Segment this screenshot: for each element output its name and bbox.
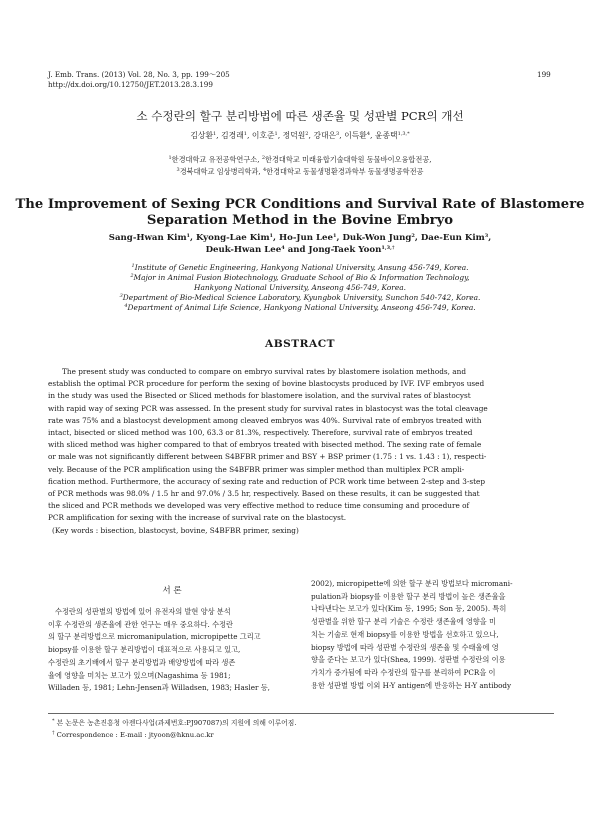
- affiliation-line: $^2$Major in Animal Fusion Biotechnology, Graduate School of Bio & Information Technology,: [130, 273, 470, 282]
- author-name: Deuk-Hwan Lee: [205, 245, 282, 255]
- intro-line: 의 할구 분리방법으로 micromanipulation, micropipette 그리고: [48, 632, 261, 642]
- author-name: Sang-Hwan Kim: [108, 233, 187, 243]
- intro-right-column: [311, 578, 557, 692]
- abstract-line: rate was 75% and a blastocyst development among cleaved embryos was 40%. Survival rate of embryos treated with: [48, 415, 482, 425]
- author-superscript: 1: [243, 131, 247, 137]
- abstract-line: The present study was conducted to compare on embryo survival rates by blastomere isolation methods, and: [62, 367, 466, 376]
- footnotes: [52, 717, 296, 741]
- abstract-line: in the study was used the Bisected or Sliced methods for blastomere isolation, and the survival rates of blastocyst: [48, 391, 471, 401]
- intro-line: 치는 기술로 현재 biopsy를 이용한 방법을 선호하고 있으나,: [311, 629, 499, 639]
- author-name: Kyong-Lae Kim: [196, 233, 270, 243]
- intro-line: pulation과 biopsy를 이용한 할구 분리 방법이 높은 생존율을: [311, 591, 506, 601]
- affiliation-line: $^4$Department of Animal Life Science, Hankyong National University, Anseong 456-749, Korea.: [124, 303, 476, 312]
- page-number: 199: [537, 70, 551, 79]
- author-name: Jong-Taek Yoon: [308, 245, 382, 255]
- korean-author: 김경래: [221, 131, 244, 140]
- author-name: Ho-Jun Lee: [279, 233, 333, 243]
- author-superscript: 1,3,*: [397, 131, 410, 137]
- korean-title: 소 수정란의 할구 분리방법에 따른 생존율 및 성판별 PCR의 개선: [136, 109, 464, 123]
- korean-author: 이득환: [344, 131, 367, 140]
- korean-affiliations: [0, 154, 600, 178]
- author-superscript: 1: [274, 131, 278, 137]
- korean-author: 김상환: [190, 131, 213, 140]
- intro-line: 용한 성판별 방법 이외 H-Y antigen에 반응하는 H-Y antibody: [311, 680, 512, 690]
- affiliation-line: $^3$Department of Bio-Medical Science Laboratory, Kyungbok University, Sunchon 540-742, Korea.: [119, 293, 481, 302]
- english-authors: Sang-Hwan Kim$^1$, Kyong-Lae Kim$^1$, Ho-Jun Lee$^1$, Duk-Won Jung$^2$, Dae-Eun Kim$^3$, Deuk-Hwan Lee$^4$ and Jong-Taek Yoon$^{1,3,\dagger}$: [108, 233, 492, 255]
- author-superscript: 2: [305, 131, 309, 137]
- korean-author: 이호준: [251, 131, 275, 140]
- correspondence-footnote: † Correspondence : E-mail : jtyoon@hknu.ac.kr: [52, 730, 214, 739]
- abstract-line: establish the optimal PCR procedure for perform the sexing of bovine blastocysts produced by IVF. IVF embryos used: [48, 379, 485, 389]
- intro-line: biopsy를 이용한 할구 분리방법이 대표적으로 사용되고 있고,: [48, 645, 241, 655]
- doi-link[interactable]: http://dx.doi.org/10.12750/JET.2013.28.3.199: [48, 80, 213, 89]
- abstract-line: or male was not significantly different between S4BFBR primer and BSY + BSP primer (1.75 : 1 vs. 1.43 : 1), respecti-: [48, 452, 487, 462]
- abstract-line: of PCR methods was 98.0% / 1.5 hr and 97.0% / 3.5 hr, respectively. Based on these results, it can be suggested that: [48, 489, 480, 499]
- korean-author: 정덕원: [282, 131, 306, 140]
- affiliation-line: Hankyong National University, Anseong 456-749, Korea.: [194, 283, 406, 292]
- abstract-line: vely. Because of the PCR amplification using the S4BFBR primer was simpler method than multiplex PCR ampli-: [48, 464, 465, 474]
- intro-line: 수정란의 초기배에서 할구 분리방법과 배양방법에 따라 생존: [48, 657, 236, 667]
- abstract-line: fication method. Furthermore, the accuracy of sexing rate and reduction of PCR work time between 2-step and 3-step: [48, 476, 486, 486]
- footnote-divider: [48, 713, 554, 714]
- author-name: Duk-Won Jung: [342, 233, 412, 243]
- abstract-line: with rapid way of sexing PCR was assessed. In the present study for survival rates in blastocyst was the total cleavage: [48, 403, 488, 413]
- author-superscript: 4: [366, 131, 370, 137]
- intro-line: biopsy 방법에 따라 성판별 수정란의 생존율 및 수태율에 영: [311, 642, 499, 652]
- intro-line: 이후 수정란의 생존율에 관한 연구는 매우 중요하다. 수정란: [48, 619, 233, 629]
- intro-line: 수정란의 성판별의 방법에 있어 유전자의 발현 양상 분석: [55, 607, 231, 616]
- korean-affiliation-line: $^3$경북대학교 임상병리학과, $^4$한경대학교 동물생명환경과학부 동물생명공학전공: [176, 167, 424, 176]
- english-title: The Improvement of Sexing PCR Conditions and Survival Rate of Blastomere Separation Method in the Bovine Embryo: [15, 197, 585, 228]
- abstract-line: with sliced method was higher compared to that of embryos treated with bisected method. The sexing rate of female: [48, 440, 482, 450]
- author-superscript: 3: [336, 131, 340, 137]
- keywords: (Key words : bisection, blastocyst, bovine, S4BFBR primer, sexing): [52, 525, 299, 535]
- affiliation-line: $^1$Institute of Genetic Engineering, Hankyong National University, Ansung 456-749, Korea.: [131, 263, 469, 272]
- abstract-line: the sliced and PCR methods we developed was very effective method to reduce time consuming and procedure of: [48, 501, 470, 511]
- intro-heading: 서 론: [162, 586, 182, 596]
- intro-left-column: [48, 606, 296, 695]
- author-superscript: 1: [212, 131, 217, 137]
- abstract-body: [48, 366, 554, 537]
- author-name: Dae-Eun Kim: [420, 233, 485, 243]
- journal-citation: J. Emb. Trans. (2013) Vol. 28, No. 3, pp. 199～205: [48, 70, 230, 79]
- korean-author: 윤종택: [374, 131, 398, 140]
- korean-authors: 김상환$^1$, 김경래$^1$, 이호준$^1$, 정덕원$^2$, 강대은$^3$, 이득환$^4$, 윤종택$^{1,3,*}$: [190, 131, 410, 140]
- intro-line: 향을 준다는 보고가 있다(Shea, 1999). 성판별 수정란의 이용: [311, 655, 506, 665]
- abstract-line: PCR amplification for sexing with the increase of survival rate on the blastocyst.: [48, 513, 347, 523]
- abstract-line: intact, bisected or sliced method was 100, 63.3 or 81.3%, respectively. Therefore, survival rate of embryos treated: [48, 428, 473, 438]
- intro-line: Willaden 등, 1981; Lehn-Jensen과 Willadsen, 1983; Hasler 등,: [48, 683, 270, 693]
- intro-line: 율에 영향을 미치는 보고가 있으며(Nagashima 등 1981;: [48, 670, 231, 680]
- intro-line: 2002), micropipette에 의한 할구 분리 방법보다 micromani-: [311, 579, 513, 588]
- intro-line: 가치가 증가됨에 따라 수정란의 할구를 분리하여 PCR을 이: [311, 667, 496, 677]
- english-affiliations: [0, 263, 600, 313]
- funding-footnote: * 본 논문은 농촌진흥청 아젠다사업(과제번호:PJ907087)의 지원에 의해 이루어짐.: [52, 718, 297, 727]
- korean-author: 강대은: [313, 131, 337, 140]
- abstract-heading: ABSTRACT: [264, 338, 336, 350]
- intro-line: 나타낸다는 보고가 있다(Kim 등, 1995; Son 등, 2005). 특히: [311, 604, 507, 614]
- intro-line: 성판별을 위한 할구 분리 기술은 수정란 생존율에 영향을 미: [311, 617, 496, 627]
- korean-affiliation-line: $^1$한경대학교 유전공학연구소, $^2$한경대학교 미래융합기술대학원 동물바이오융합전공,: [168, 155, 432, 164]
